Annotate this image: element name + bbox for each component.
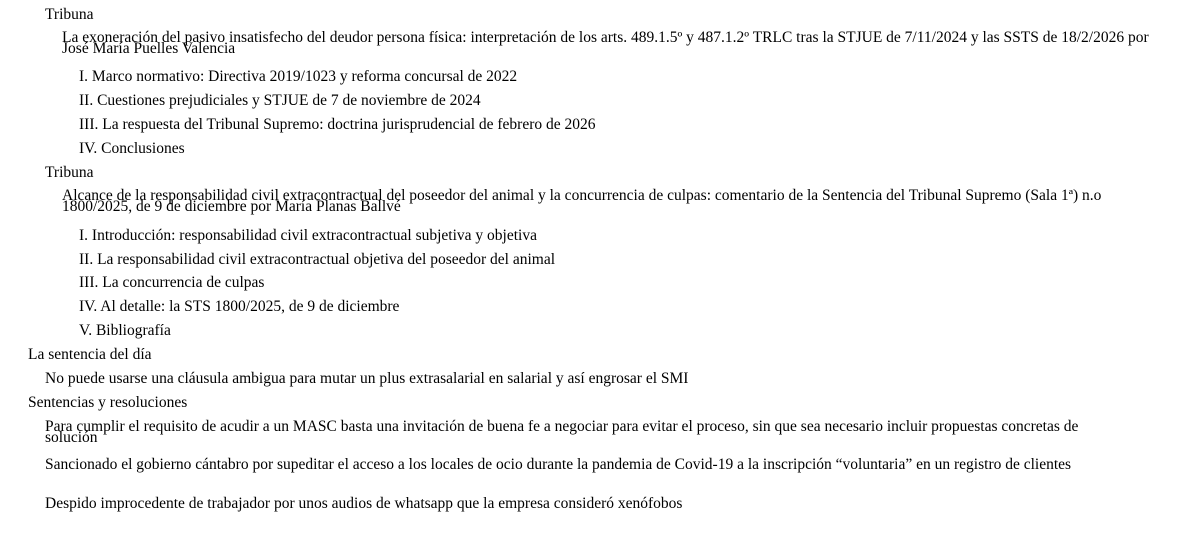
toc-item[interactable]: II. La responsabilidad civil extracontractual objetiva del poseedor del animal xyxy=(79,251,556,268)
article-link[interactable]: Sancionado el gobierno cántabro por supeditar el acceso a los locales de ocio durante la pandemia de Covid-19 a la inscripción “voluntaria” en un registro de clientes xyxy=(45,456,1072,473)
toc-item[interactable]: III. La respuesta del Tribunal Supremo: doctrina jurisprudencial de febrero de 2026 xyxy=(79,116,596,133)
article-link[interactable]: No puede usarse una cláusula ambigua para mutar un plus extrasalarial en salarial y así engrosar el SMI xyxy=(45,370,689,387)
toc-item[interactable]: III. La concurrencia de culpas xyxy=(79,274,265,291)
article-title-link[interactable]: La exoneración del pasivo insatisfecho del deudor persona física: interpretación de los arts. 489.1.5º y 487.1.2º TRLC tras la STJUE de 7/11/2024 y las SSTS de 18/2/2026 por José María Puelles Valencia xyxy=(62,29,1149,57)
article-title-link[interactable]: Alcance de la responsabilidad civil extracontractual del poseedor del animal y la concurrencia de culpas: comentario de la Sentencia del Tribunal Supremo (Sala 1ª) n.o 1800/2025, de 9 de diciembre por María Planas Ballvé xyxy=(62,187,1102,215)
article-link[interactable]: Despido improcedente de trabajador por unos audios de whatsapp que la empresa consideró xenófobos xyxy=(45,495,683,512)
toc-item[interactable]: V. Bibliografía xyxy=(79,322,171,339)
toc-item[interactable]: I. Introducción: responsabilidad civil extracontractual subjetiva y objetiva xyxy=(79,227,537,244)
section-heading-tribuna: Tribuna xyxy=(45,164,94,181)
toc-item[interactable]: I. Marco normativo: Directiva 2019/1023 y reforma concursal de 2022 xyxy=(79,68,518,85)
toc-item[interactable]: IV. Conclusiones xyxy=(79,140,185,157)
toc-item[interactable]: IV. Al detalle: la STS 1800/2025, de 9 de diciembre xyxy=(79,298,400,315)
toc-item[interactable]: II. Cuestiones prejudiciales y STJUE de 7 de noviembre de 2024 xyxy=(79,92,481,109)
section-heading-sentencias-resoluciones: Sentencias y resoluciones xyxy=(28,394,188,411)
article-link[interactable]: Para cumplir el requisito de acudir a un MASC basta una invitación de buena fe a negociar para evitar el proceso, sin que sea necesario incluir propuestas concretas de solución xyxy=(45,418,1079,446)
section-heading-tribuna: Tribuna xyxy=(45,6,94,23)
section-heading-sentencia-del-dia: La sentencia del día xyxy=(28,346,152,363)
